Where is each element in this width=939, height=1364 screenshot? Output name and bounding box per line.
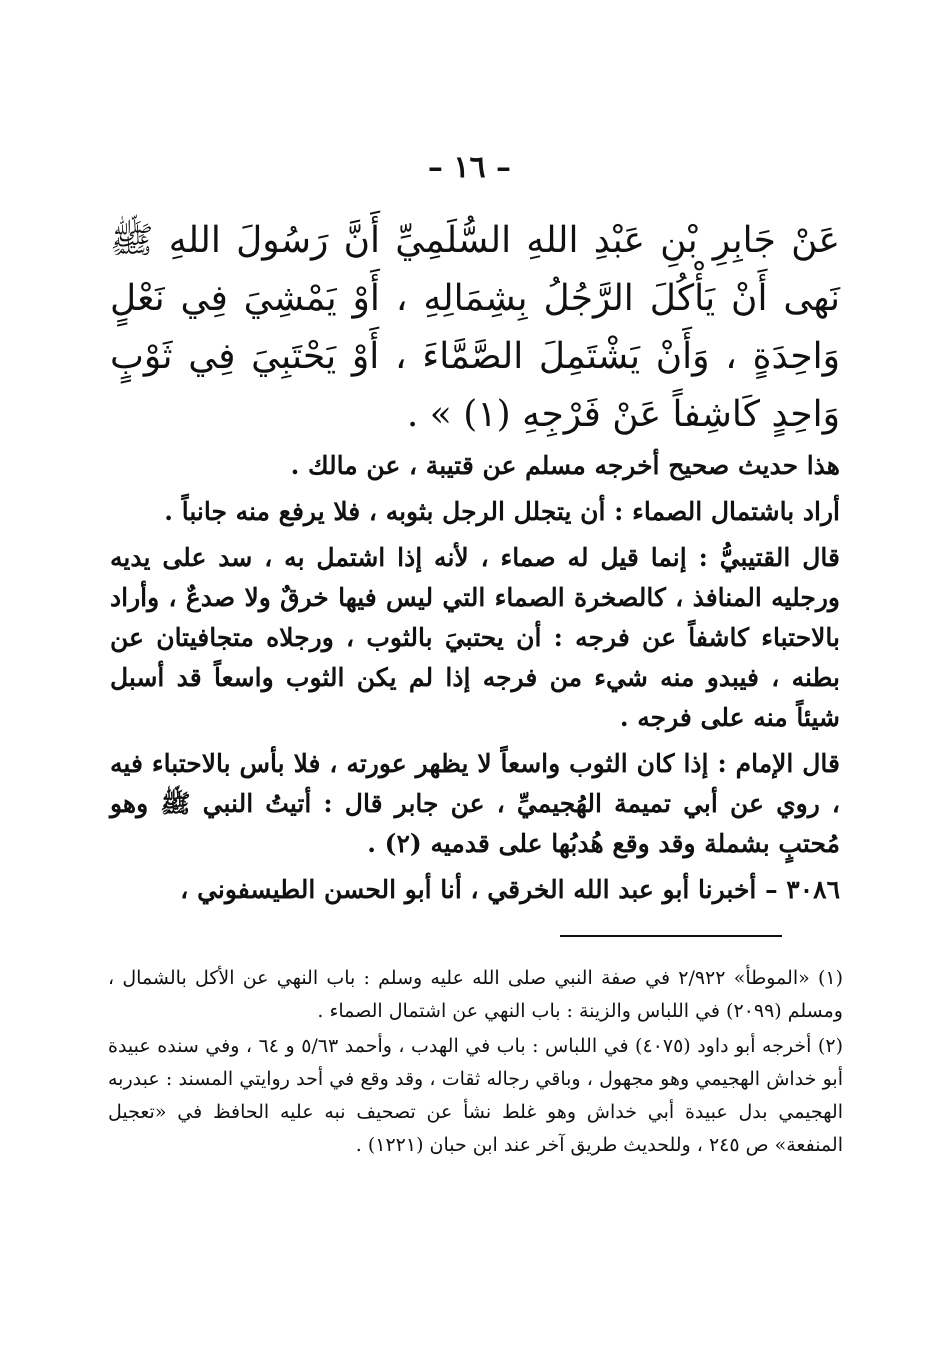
paragraph-imam: قال الإمام : إذا كان الثوب واسعاً لا يظهر عورته ، فلا بأس بالاحتباء فيه ، روي عن أبي تميمة الهُجيميِّ ، عن جابر قال : أتيتُ النبي ﷺ وهو مُحتبٍ بشملة وقد وقع هُدبُها على قدميه (٢) . — [110, 749, 840, 858]
page-number: – ١٦ – — [427, 150, 512, 185]
footnotes — [108, 962, 843, 1164]
footnote-2: (٢) أخرجه أبو داود (٤٠٧٥) في اللباس : باب في الهدب ، وأحمد ٥/٦٣ و ٦٤ ، وفي سنده عبيدة أبو خداش الهجيمي وهو مجهول ، وباقي رجاله ثقات ، وقد وقع في أحد روايتي المسند : عبدربه الهجيمي بدل عبيدة أبي خداش وهو غلط نشأ عن تصحيف نبه عليه الحافظ في «تعجيل المنفعة» ص ٢٤٥ ، وللحديث طريق آخر عند ابن حبان (١٢٢١) . — [108, 1035, 843, 1156]
paragraph-qutaybi: قال القتيبيُّ : إنما قيل له صماء ، لأنه إذا اشتمل به ، سد على يديه ورجليه المنافذ ، كالصخرة الصماء التي ليس فيها خرقٌ ولا صدعٌ ، وأراد بالاحتباء كاشفاً عن فرجه : أن يحتبيَ بالثوب ، ورجلاه متجافيتان عن بطنه ، فيبدو منه شيء من فرجه إذا لم يكن الثوب واسعاً قد أسبل شيئاً منه على فرجه . — [110, 543, 840, 732]
paragraph-grading: هذا حديث صحيح أخرجه مسلم عن قتيبة ، عن مالك . — [290, 451, 840, 480]
hadith-text: عَنْ جَابِرِ بْنِ عَبْدِ اللهِ السُّلَمِيِّ أَنَّ رَسُولَ اللهِ ﷺ نَهى أَنْ يَأْكُلَ الرَّجُلُ بِشِمَالِهِ ، أَوْ يَمْشِيَ فِي نَعْلٍ وَاحِدَةٍ ، وَأَنْ يَشْتَمِلَ الصَّمَّاءَ ، أَوْ يَحْتَبِيَ فِي ثَوْبٍ وَاحِدٍ كَاشِفاً عَنْ فَرْجِهِ (١) » . — [110, 220, 840, 435]
footnote-divider — [560, 935, 782, 937]
main-text — [110, 212, 840, 916]
paragraph-definition: أراد باشتمال الصماء : أن يتجلل الرجل بثوبه ، فلا يرفع منه جانباً . — [164, 497, 840, 526]
footnote-1: (١) «الموطأ» ٢/٩٢٢ في صفة النبي صلى الله عليه وسلم : باب النهي عن الأكل بالشمال ، ومسلم (٢٠٩٩) في اللباس والزينة : باب النهي عن اشتمال الصماء . — [108, 967, 843, 1022]
paragraph-next-hadith: ٣٠٨٦ – أخبرنا أبو عبد الله الخرقي ، أنا أبو الحسن الطيسفوني ، — [180, 875, 840, 904]
